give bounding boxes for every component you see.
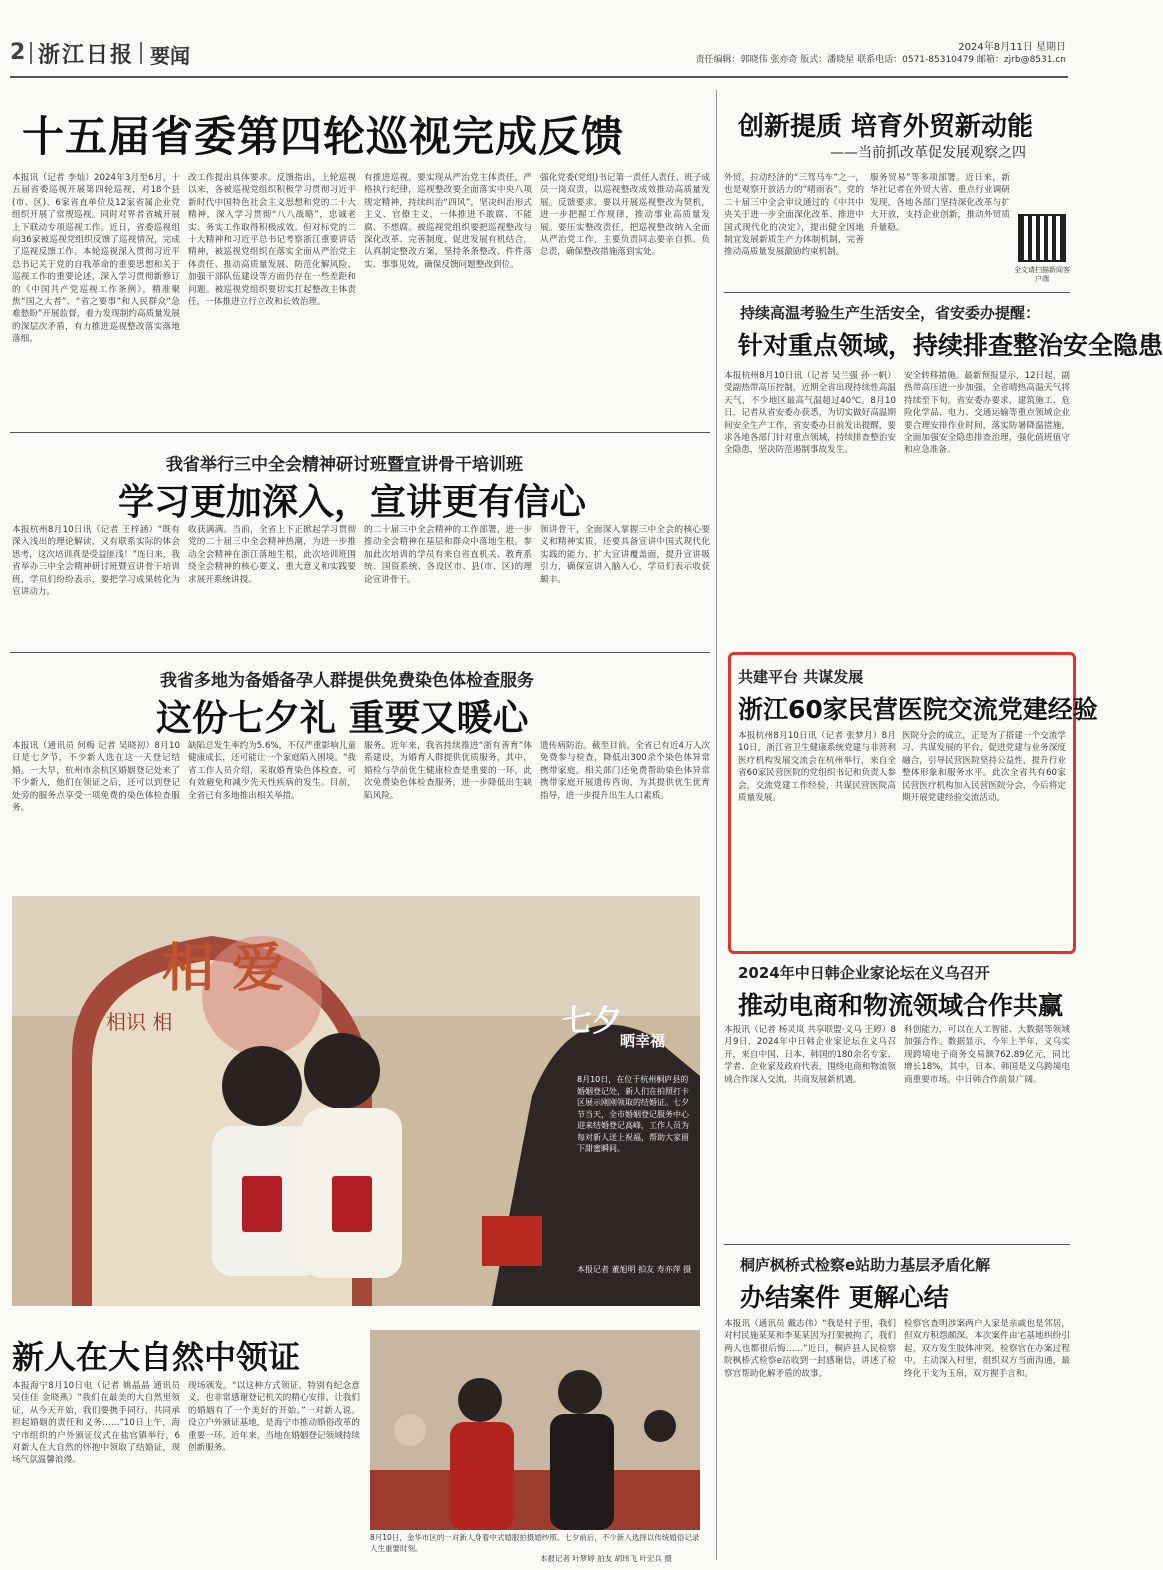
article-column: 强化党委(党组)书记第一责任人责任、班子成员一岗双责，以巡视整改成效推动高质量发展。反馈要求，要以开展巡视整改为契机，进一步把握工作规律，推动事业高质量发展。要压实整改责任，把巡视整改纳入全面从严治党工作，主要负责同志要亲自抓、负总责，确保整改措施落到实处。 — [540, 173, 710, 258]
article-column: 安全转移措施。最新预报显示，12日起，副热带高压进一步加强，全省晴热高温天气将持续至下旬。省安委办要求，建筑施工、危险化学品、电力、交通运输等重点领域企业要合理安排作业时间，落实防暑降温措施，全面加强安全隐患排查治理，强化值班值守和应急准备。 — [904, 371, 1070, 456]
article-column: 外贸，拉动经济的“三驾马车”之一，也是观察开放活力的“晴雨表”。党的二十届三中全会审议通过的《中共中央关于进一步全面深化改革、推进中国式现代化的决定》，提出健全因地制宜发展新质生产力体制机制，完善推动高质量发展激励约束机制。 — [724, 173, 864, 258]
masthead — [0, 0, 1080, 80]
article-headline: 创新提质 培育外贸新动能 — [738, 112, 1034, 142]
divider — [140, 42, 142, 64]
page-number: 2 — [10, 40, 26, 65]
section-rule — [724, 292, 1070, 293]
photo-credit: 本报记者 董旭明 拍友 寿亦萍 摄 — [577, 1265, 692, 1274]
article-kicker: 共建平台 共谋发展 — [738, 668, 864, 686]
photo-subtitle: 晒幸福 — [620, 1032, 666, 1050]
article-column: 缺陷总发生率约为5.6%，不仅严重影响儿童健康成长，还可能让一个家庭陷入困境。“我省工作人员介绍，采取婚育染色体检查，可有效避免和减少先天性疾病的发生。目前，全省已有多地推出相关举措。 — [188, 741, 356, 801]
article-headline: 办结案件 更解心结 — [740, 1283, 949, 1312]
article-column: 的二十届三中全会精神的工作部署，进一步推动全会精神在基层和群众中落地生根。参加此次培训的学员有来自省直机关、教育系统、国资系统、各设区市、县(市、区)的理论宣讲骨干。 — [364, 525, 532, 585]
article-column: 本报讯（记者 杨灵岚 共享联盟·义乌 王婷）8月9日，2024年中日韩企业家论坛在义乌召开，来自中国、日本、韩国的180余名专家、学者、企业家及政府代表，围绕电商和物流领域合作深入交流，共商发展新机遇。 — [724, 1025, 896, 1085]
article-column: 检察官查明涉案两户人家是亲戚也是邻居，但双方积怨颇深。本次案件由宅基地纠纷引起，双方发生肢体冲突。检察官在办案过程中，主动深入村里，组织双方当面沟通，最终化干戈为玉帛，双方握手言和。 — [904, 1319, 1070, 1379]
article-column: 有推进巡视。要实现从严治党主体责任，严格执行纪律，巡视整改要全面落实中央八项规定精神，持续纠治“四风”，坚决纠治形式主义、官僚主义，一体推进不敢腐、不能腐、不想腐。被巡视党组织要把巡视整改与深化改革、完善制度、促进发展有机结合，认真制定整改方案，坚持条条整改、件件落实、事事见效，确保反馈问题整改到位。 — [364, 173, 532, 270]
wedding-photo-illustration — [370, 1330, 700, 1530]
article-subtitle: ——当前抓改革促发展观察之四 — [830, 145, 1026, 161]
qr-label: 全文请扫描新闻客户端 — [1014, 266, 1070, 283]
article-headline: 学习更加深入，宣讲更有信心 — [118, 482, 587, 523]
article-column: 遗传病防治。截至目前，全省已有近4万人次免费参与检查，降低出300余个染色体异常携带家庭。相关部门还免费帮助染色体异常携带家庭开展遗传咨询，为其提供优生优育指导，进一步提升出生人口素质。 — [540, 741, 710, 801]
editors-line: 责任编辑：郭晓伟 张亦奇 版式：潘晓星 联系电话：0571-85310479 邮箱：zjrb@8531.cn — [695, 55, 1066, 65]
article-kicker: 我省多地为备婚备孕人群提供免费染色体检查服务 — [160, 671, 534, 691]
photo-board-text: 相 爱 — [162, 938, 285, 999]
photo-title: 七夕 — [562, 1004, 622, 1039]
article-column: 服务。近年来，我省持续推进“浙有善育”体系建设，为婚育人群提供优质服务，其中，婚检与孕前优生健康检查是重要的一环，此次免费染色体检查服务，进一步降低出生缺陷风险。 — [364, 741, 532, 801]
article-headline: 浙江60家民营医院交流党建经验 — [738, 695, 1098, 724]
qr-code[interactable] — [1018, 214, 1066, 262]
section-name: 要闻 — [150, 44, 190, 68]
article-kicker: 桐庐枫桥式检察e站助力基层矛盾化解 — [740, 1256, 991, 1274]
dateline: 2024年8月11日 星期日 — [958, 42, 1066, 53]
article-column: 现场颁发。“以这种方式领证，特别有纪念意义，也非常感谢登记机关的精心安排，让我们的婚姻有了一个美好的开始。”一对新人说。设立户外颁证基地，是海宁市推动婚俗改革的重要一环。近年来，当地在婚姻登记领域持续创新服务。 — [188, 1381, 360, 1454]
section-rule — [10, 432, 710, 433]
article-column: 医院分会的成立，正是为了搭建一个交流学习、共谋发展的平台，促进党建与业务深度融合，引导民营医院坚持公益性，提升行业整体形象和服务水平。此次全省共有60家民营医疗机构加入民营医院分会，今后将定期开展党建经验交流活动。 — [902, 731, 1066, 804]
article-headline: 新人在大自然中领证 — [12, 1338, 301, 1376]
article-column: 本报杭州8月10日讯（记者 王梓涵）“既有深入浅出的理论解读，又有联系实际的体会思考，这次培训真是受益匪浅！”连日来，我省举办三中全会精神研讨班暨宣讲骨干培训班，学员们纷纷表示，要把学习成果转化为宣讲动力。 — [12, 525, 180, 598]
article-kicker: 持续高温考验生产生活安全，省安委办提醒： — [740, 304, 1041, 322]
article-column: 本报讯（记者 李灿）2024年3月至6月，十五届省委巡视开展第四轮巡视，对18个县(市、区)、6家省直单位及12家省属企业党组织开展了常规巡视。同时对界者省城开展上下联动专项巡视工作。近日，省委巡视组向36家被巡视党组织反馈了巡视情况，完成了巡视反馈工作。本轮巡视深入贯彻习近平总书记关于党的自我革命的重要思想和关于巡视工作的重要论述，深入学习贯彻新修订的《中国共产党巡视工作条例》，精准聚焦“国之大者”、“省之要事”和人民群众“急难愁盼”开展监督，着力发现制约高质量发展的深层次矛盾，有力推进巡视整改落实落地落细。 — [12, 173, 180, 345]
article-column: 本报讯（通讯员 何梅 记者 吴晓初）8月10日是七夕节，不少新人选在这一天登记结婚。一大早，杭州市余杭区婚姻登记处来了不少新人，他们在领证之后，还可以到登记处旁的服务点享受一项免费的染色体检查服务。 — [12, 741, 180, 814]
photo-caption: 8月10日，金华市区的一对新人身着中式婚服拍摄婚纱照。七夕前后，不少新人选择以传统婚俗记录人生重要时刻。 — [370, 1533, 700, 1553]
photo-board-subtext: 相识 相 — [106, 1010, 173, 1034]
article-column: 本报海宁8月10日电（记者 姚晶晶 通讯员 吴佳佳 金晓燕）“我们在最美的大自然里领证，从今天开始，我们要携手同行，共同承担起婚姻的责任和义务……”10日上午，海宁市组织的户外颁证仪式在盐官镇举行，6对新人在大自然的怀抱中领取了结婚证，现场气氛温馨浪漫。 — [12, 1381, 180, 1466]
article-column: 本报杭州8月10日讯（记者 吴兰强 孙一帆）受副热带高压控制，近期全省出现持续性高温天气，不少地区最高气温超过40℃。8月10日，记者从省安委办获悉，为切实做好高温期间安全生产工作，省安委办日前发出提醒，要求各地各部门针对重点领域，持续排查整治安全隐患，坚决防范遏制事故发生。 — [724, 371, 896, 456]
article-column: 本报讯（通讯员 戴志伟）“我是村子里，我们对村民施某某和李某某因为打架被拘了，我们两人也都很后悔……”近日，桐庐县人民检察院枫桥式检察e站收到一封感谢信，讲述了检察官帮助化解矛盾的故事。 — [724, 1319, 896, 1379]
article-headline: 这份七夕礼 重要又暖心 — [156, 698, 529, 739]
article-column: 本报杭州8月10日讯（记者 张梦月）8月10日，浙江省卫生健康系统党建与非营利医疗机构发展交流会在杭州举行，来自全省60家民营医院的党组织书记和负责人参会，交流党建工作经验，共谋民营医院高质量发展。 — [738, 731, 896, 804]
paper-name: 浙江日报 — [38, 42, 135, 68]
divider — [30, 42, 32, 64]
masthead-rule — [10, 76, 1068, 78]
article-kicker: 2024年中日韩企业家论坛在义乌召开 — [738, 964, 990, 982]
section-rule — [10, 652, 710, 653]
article-kicker: 我省举行三中全会精神研讨班暨宣讲骨干培训班 — [166, 455, 523, 475]
article-column: 服务贸易”等多项部署。近日来，新华社记者在外贸大省、重点行业调研发现，各地各部门坚持深化改革与扩大开放，支持企业创新，推动外贸质升量稳。 — [870, 173, 1010, 233]
article-headline: 推动电商和物流领域合作共赢 — [738, 991, 1064, 1020]
photo-caption: 8月10日，在位于杭州桐庐县的婚姻登记处，新人们在拍照打卡区展示刚刚领取的结婚证。七夕节当天，全市婚姻登记服务中心迎来结婚登记高峰，工作人员为每对新人送上祝福，帮助大家留下甜蜜瞬间。 — [577, 1075, 689, 1153]
article-column: 科创能力，可以在人工智能、大数据等领域加强合作。数据显示，今年上半年，义乌实现跨境电子商务交易额762.89亿元，同比增长18%，其中，日本、韩国是义乌跨境电商重要市场。中日韩合作前景广阔。 — [904, 1025, 1070, 1085]
article-headline: 十五届省委第四轮巡视完成反馈 — [22, 112, 625, 161]
qixi-photo — [12, 896, 700, 1306]
section-rule — [724, 1244, 1070, 1245]
article-headline: 针对重点领域，持续排查整治安全隐患 — [738, 331, 1163, 360]
article-column: 改工作提出具体要求。反馈指出，上轮巡视以来，各被巡视党组织积极学习贯彻习近平新时代中国特色社会主义思想和党的二十大精神，深入学习贯彻“八八战略”，忠诚老实、务实工作取得积极成效。但对标党的二十大精神和习近平总书记考察浙江重要讲话精神，被巡视党组织在落实全面从严治党主体责任、推动高质量发展、防范化解风险、加强干部队伍建设等方面仍存在一些差距和问题。被巡视党组织要切实扛起整改主体责任，一体推进立行立改和长效治理。 — [188, 173, 356, 308]
article-column: 领讲骨干，全面深入掌握三中全会的核心要义和精神实质，还要具备宣讲中国式现代化实践的能力，扩大宣讲覆盖面，提升宣讲吸引力，确保宣讲入脑入心，学员们表示收获颇丰。 — [540, 525, 710, 585]
photo-credit: 本报记者 叶梦婷 拍友 胡玮飞 叶宏兵 摄 — [540, 1554, 672, 1563]
wedding-photo — [370, 1330, 700, 1530]
column-separator — [716, 90, 717, 1560]
article-column: 收获满满。当前，全省上下正掀起学习贯彻党的二十届三中全会精神热潮，为进一步推动全会精神在浙江落地生根，此次培训班围绕全会精神的核心要义、重大意义和实践要求展开系统讲授。 — [188, 525, 356, 585]
